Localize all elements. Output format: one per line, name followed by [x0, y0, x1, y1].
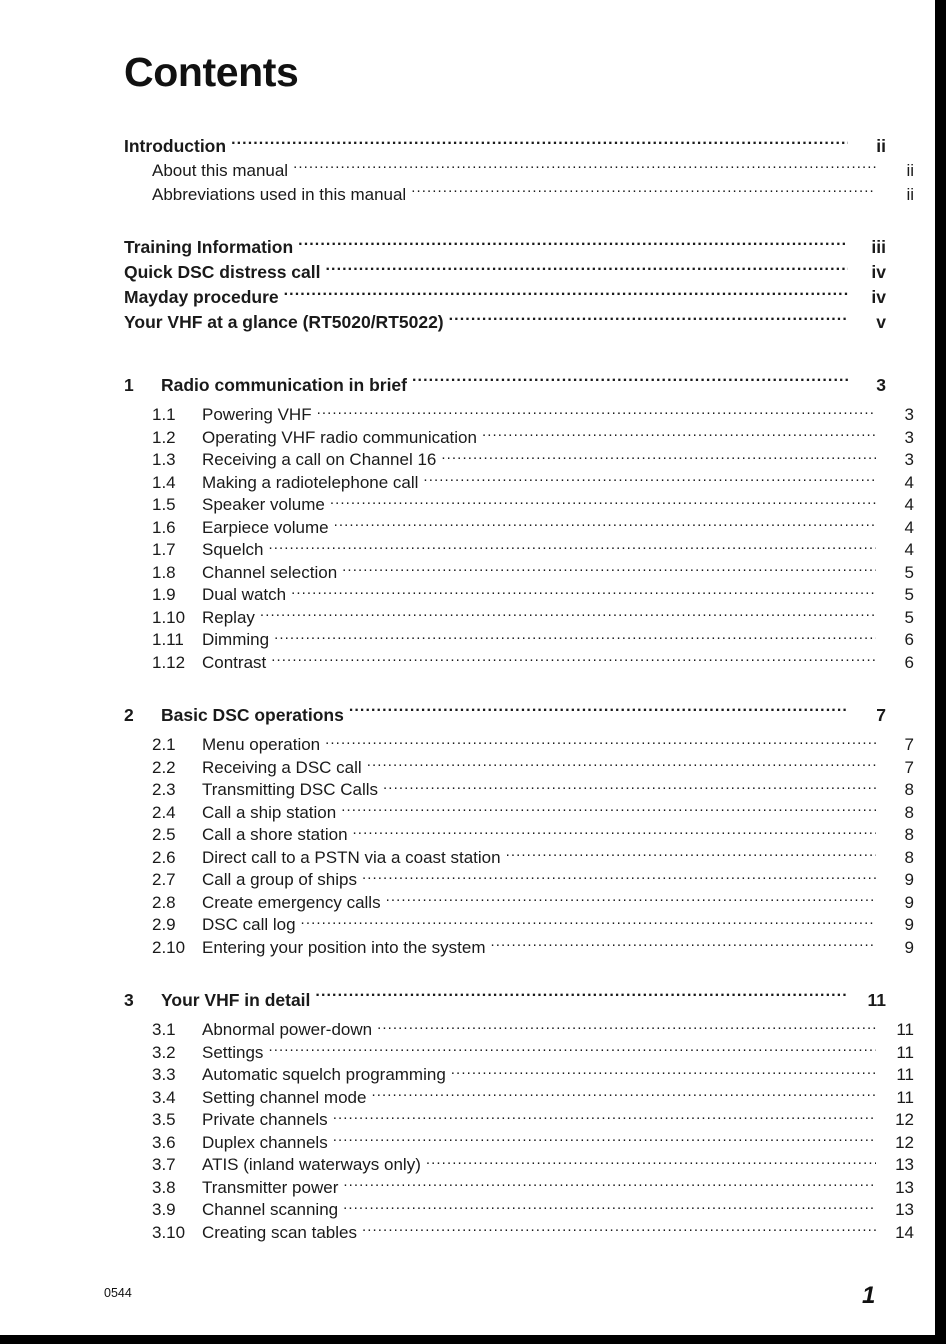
toc-entry-label: Call a ship station: [202, 802, 337, 822]
toc-entry-section-number: 2.4: [152, 802, 176, 822]
dot-leader: [268, 1041, 876, 1058]
dot-leader: [362, 868, 876, 885]
toc-entry-page-number: 9: [904, 870, 914, 889]
toc-entry-label: DSC call log: [202, 915, 296, 934]
toc-entry-section-number: 2.8: [152, 892, 176, 912]
toc-entry-highlight[interactable]: [124, 235, 886, 260]
toc-entry-page-number: 13: [895, 1155, 914, 1174]
toc-entry-section[interactable]: [124, 1108, 914, 1131]
toc-entry-section[interactable]: [124, 913, 914, 936]
toc-entry-page-number: 3: [876, 375, 886, 395]
toc-entry-label: Dimming: [202, 630, 270, 649]
dot-leader: [377, 1018, 876, 1035]
toc-entry-highlight[interactable]: [124, 260, 886, 285]
dot-leader: [333, 1131, 876, 1148]
toc-entry-label: Mayday procedure: [124, 287, 279, 307]
toc-entry-section[interactable]: [124, 516, 914, 539]
toc-entry-section[interactable]: [124, 538, 914, 561]
dot-leader: [298, 236, 848, 254]
toc-entry-page-number: 12: [895, 1132, 914, 1152]
toc-entry-page-number: 6: [904, 630, 914, 649]
dot-leader: [343, 1198, 876, 1215]
toc-entry-section-number: 1.3: [152, 450, 176, 469]
toc-entry-section-number: 1.6: [152, 517, 176, 537]
toc-entry-section[interactable]: [124, 1018, 914, 1041]
toc-entry-label: ATIS (inland waterways only): [202, 1155, 421, 1174]
dot-leader: [330, 493, 876, 510]
toc-entry-label: Training Information: [124, 237, 294, 257]
toc-entry-section-number: 1.11: [152, 630, 184, 649]
toc-entry-label: About this manual: [152, 161, 289, 180]
toc-entry-section-number: 1.9: [152, 585, 176, 604]
toc-entry-section-number: 1.10: [152, 607, 186, 627]
dot-leader: [426, 1153, 876, 1170]
toc-entry-section[interactable]: [124, 891, 914, 914]
toc-entry-label: Making a radiotelephone call: [202, 472, 419, 492]
toc-entry-page-number: 12: [895, 1110, 914, 1129]
toc-entry-section-number: 3.6: [152, 1132, 176, 1152]
dot-leader: [325, 733, 876, 750]
toc-entry-label: Dual watch: [202, 585, 287, 604]
toc-entry-section[interactable]: [124, 1041, 914, 1064]
toc-entry-section-number: 1.1: [152, 405, 176, 424]
dot-leader: [367, 756, 876, 773]
toc-entry-front-matter[interactable]: [124, 134, 886, 159]
dot-leader: [284, 286, 848, 304]
dot-leader: [386, 891, 876, 908]
toc-entry-page-number: 5: [904, 585, 914, 604]
toc-entry-label: Squelch: [202, 540, 264, 559]
toc-entry-chapter[interactable]: [124, 986, 886, 1014]
toc-entry-section[interactable]: [124, 733, 914, 756]
dot-leader: [274, 628, 876, 645]
toc-entry-section[interactable]: [124, 1086, 914, 1109]
toc-entry-section-number: 2.7: [152, 870, 176, 889]
toc-entry-section-number: 1.7: [152, 540, 176, 559]
toc-entry-section-number: 2.3: [152, 780, 176, 799]
toc-entry-section[interactable]: [124, 1131, 914, 1154]
dot-leader: [349, 704, 848, 722]
toc-entry-section-number: 1.4: [152, 472, 176, 492]
toc-entry-page-number: 11: [867, 990, 886, 1010]
toc-entry-section[interactable]: [124, 426, 914, 449]
spacer: [124, 958, 886, 986]
toc-entry-page-number: 5: [904, 607, 914, 627]
page-title: Contents: [124, 49, 299, 95]
footer-page-number: 1: [862, 1282, 876, 1309]
toc-entry-page-number: ii: [876, 136, 886, 156]
dot-leader: [383, 778, 876, 795]
dot-leader: [441, 448, 876, 465]
toc-entry-page-number: 11: [896, 1042, 914, 1062]
toc-entry-label: Replay: [202, 607, 255, 627]
toc-entry-label: Call a shore station: [202, 825, 348, 844]
toc-entry-section[interactable]: [124, 868, 914, 891]
toc-entry-page-number: 9: [904, 892, 914, 912]
dot-leader: [291, 583, 876, 600]
toc-entry-section-number: 3.5: [152, 1110, 176, 1129]
dot-leader: [260, 606, 876, 623]
dot-leader: [411, 183, 876, 200]
toc-entry-label: Contrast: [202, 652, 267, 672]
toc-entry-section-number: 1.5: [152, 495, 176, 514]
toc-group-chapters: [124, 371, 914, 1243]
dot-leader: [412, 374, 848, 392]
dot-leader: [325, 261, 848, 279]
dot-leader: [341, 801, 876, 818]
toc-entry-section-number: 2.5: [152, 825, 176, 844]
toc-entry-chapter-number: 2: [124, 705, 134, 725]
toc-entry-section[interactable]: [124, 651, 914, 674]
toc-entry-page-number: 13: [895, 1200, 914, 1219]
toc-entry-section-number: 2.2: [152, 757, 176, 777]
toc-entry-page-number: iii: [871, 237, 886, 257]
page-scan-edge-right: [935, 0, 946, 1336]
dot-leader: [315, 989, 848, 1007]
toc-entry-label: Private channels: [202, 1110, 328, 1129]
toc-entry-section-number: 2.9: [152, 915, 176, 934]
toc-entry-page-number: 3: [904, 450, 914, 469]
toc-entry-label: Entering your position into the system: [202, 937, 486, 957]
toc-entry-section-number: 2.1: [152, 735, 176, 754]
dot-leader: [301, 913, 876, 930]
toc-entry-page-number: ii: [906, 185, 914, 204]
dot-leader: [451, 1063, 876, 1080]
toc-entry-label: Abbreviations used in this manual: [152, 185, 407, 204]
toc-entry-page-number: 11: [896, 1020, 914, 1039]
dot-leader: [449, 311, 848, 329]
toc-entry-page-number: iv: [871, 287, 886, 307]
toc-entry-section-number: 1.2: [152, 427, 176, 447]
toc-entry-label: Channel scanning: [202, 1200, 339, 1219]
toc-entry-label: Your VHF at a glance (RT5020/RT5022): [124, 312, 444, 332]
toc-entry-section[interactable]: [124, 756, 914, 779]
toc-entry-section[interactable]: [124, 1198, 914, 1221]
toc-entry-section[interactable]: [124, 606, 914, 629]
toc-entry-chapter-number: 1: [124, 375, 134, 395]
dot-leader: [293, 159, 876, 176]
toc-entry-section[interactable]: [124, 448, 914, 471]
toc-entry-label: Radio communication in brief: [161, 375, 407, 395]
toc-entry-label: Duplex channels: [202, 1132, 328, 1152]
toc-entry-page-number: 8: [904, 780, 914, 799]
toc-entry-section[interactable]: [124, 778, 914, 801]
toc-entry-label: Abnormal power-down: [202, 1020, 373, 1039]
toc-entry-label: Quick DSC distress call: [124, 262, 321, 282]
toc-entry-page-number: 4: [904, 540, 914, 559]
toc-entry-page-number: 8: [904, 802, 914, 822]
dot-leader: [343, 1176, 876, 1193]
toc-entry-section-number: 2.6: [152, 847, 176, 867]
dot-leader: [362, 1221, 876, 1238]
toc-entry-section-number: 3.10: [152, 1222, 186, 1242]
toc-entry-page-number: v: [876, 312, 886, 332]
toc-entry-label: Operating VHF radio communication: [202, 427, 477, 447]
toc-entry-label: Setting channel mode: [202, 1087, 367, 1107]
dot-leader: [482, 426, 876, 443]
dot-leader: [271, 651, 876, 668]
toc-entry-section[interactable]: [124, 583, 914, 606]
toc-entry-label: Create emergency calls: [202, 892, 381, 912]
dot-leader: [342, 561, 876, 578]
toc-entry-page-number: 7: [876, 705, 886, 725]
toc-entry-label: Speaker volume: [202, 495, 325, 514]
toc-entry-label: Introduction: [124, 136, 227, 156]
dot-leader: [423, 471, 876, 488]
toc-entry-page-number: 9: [904, 915, 914, 934]
toc-entry-page-number: 13: [895, 1177, 914, 1197]
toc-group-highlights: [124, 235, 886, 335]
toc-entry-section-number: 3.8: [152, 1177, 176, 1197]
toc-entry-section[interactable]: [124, 1153, 914, 1176]
toc-entry-section-number: 3.1: [152, 1020, 176, 1039]
toc-entry-page-number: 4: [904, 472, 914, 492]
dot-leader: [353, 823, 876, 840]
toc-entry-section[interactable]: [124, 801, 914, 824]
toc-entry-highlight[interactable]: [124, 310, 886, 335]
dot-leader: [506, 846, 876, 863]
toc-entry-section[interactable]: [124, 823, 914, 846]
toc-entry-page-number: 4: [904, 495, 914, 514]
toc-entry-page-number: 8: [904, 847, 914, 867]
toc-entry-page-number: 7: [904, 735, 914, 754]
toc-entry-section[interactable]: [124, 561, 914, 584]
toc-entry-page-number: 6: [904, 652, 914, 672]
table-of-contents: [124, 134, 914, 1243]
toc-entry-label: Receiving a call on Channel 16: [202, 450, 437, 469]
toc-entry-page-number: 14: [895, 1222, 914, 1242]
dot-leader: [317, 403, 876, 420]
toc-entry-section-number: 3.4: [152, 1087, 176, 1107]
dot-leader: [231, 135, 848, 153]
toc-group-front-matter: [124, 134, 914, 207]
spacer: [124, 673, 886, 701]
toc-entry-front-matter[interactable]: [124, 183, 914, 207]
toc-entry-section-number: 1.8: [152, 562, 176, 582]
toc-entry-section-number: 3.9: [152, 1200, 176, 1219]
toc-entry-page-number: 11: [896, 1087, 914, 1107]
toc-entry-page-number: iv: [871, 262, 886, 282]
toc-entry-section-number: 2.10: [152, 937, 186, 957]
toc-entry-label: Creating scan tables: [202, 1222, 357, 1242]
toc-entry-page-number: 8: [904, 825, 914, 844]
dot-leader: [333, 1108, 876, 1125]
page-scan-edge-bottom: [0, 1335, 946, 1344]
toc-entry-page-number: 3: [904, 405, 914, 424]
toc-entry-section[interactable]: [124, 846, 914, 869]
toc-entry-page-number: 7: [904, 757, 914, 777]
toc-entry-page-number: 5: [904, 562, 914, 582]
toc-entry-front-matter[interactable]: [124, 159, 914, 183]
toc-entry-section[interactable]: [124, 1221, 914, 1244]
toc-entry-label: Direct call to a PSTN via a coast station: [202, 847, 501, 867]
toc-entry-label: Transmitting DSC Calls: [202, 780, 379, 799]
toc-entry-page-number: 9: [904, 937, 914, 957]
toc-entry-label: Receiving a DSC call: [202, 757, 362, 777]
toc-entry-section[interactable]: [124, 1063, 914, 1086]
toc-entry-label: Channel selection: [202, 562, 338, 582]
toc-entry-label: Earpiece volume: [202, 517, 329, 537]
spacer: [124, 207, 886, 235]
toc-entry-label: Call a group of ships: [202, 870, 357, 889]
toc-entry-section[interactable]: [124, 403, 914, 426]
toc-entry-label: Automatic squelch programming: [202, 1065, 446, 1084]
toc-entry-section[interactable]: [124, 936, 914, 959]
toc-entry-label: Your VHF in detail: [161, 990, 311, 1010]
dot-leader: [371, 1086, 876, 1103]
toc-entry-page-number: 4: [904, 517, 914, 537]
toc-entry-chapter[interactable]: [124, 371, 886, 399]
toc-entry-label: Menu operation: [202, 735, 321, 754]
toc-entry-chapter[interactable]: [124, 701, 886, 729]
toc-entry-highlight[interactable]: [124, 285, 886, 310]
toc-entry-label: Transmitter power: [202, 1177, 339, 1197]
toc-entry-page-number: ii: [906, 161, 914, 180]
toc-entry-page-number: 3: [904, 427, 914, 447]
dot-leader: [334, 516, 876, 533]
toc-entry-page-number: 11: [896, 1065, 914, 1084]
toc-entry-label: Basic DSC operations: [161, 705, 344, 725]
toc-entry-label: Powering VHF: [202, 405, 312, 424]
footer-document-code: 0544: [104, 1286, 132, 1300]
toc-entry-section[interactable]: [124, 1176, 914, 1199]
toc-entry-section-number: 3.3: [152, 1065, 176, 1084]
toc-entry-section-number: 3.7: [152, 1155, 176, 1174]
dot-leader: [490, 936, 876, 953]
toc-entry-section[interactable]: [124, 471, 914, 494]
toc-entry-section-number: 1.12: [152, 652, 186, 672]
spacer: [124, 335, 886, 371]
toc-entry-section[interactable]: [124, 628, 914, 651]
toc-entry-chapter-number: 3: [124, 990, 134, 1010]
toc-entry-section-number: 3.2: [152, 1042, 176, 1062]
toc-entry-label: Settings: [202, 1042, 264, 1062]
dot-leader: [268, 538, 876, 555]
toc-entry-section[interactable]: [124, 493, 914, 516]
